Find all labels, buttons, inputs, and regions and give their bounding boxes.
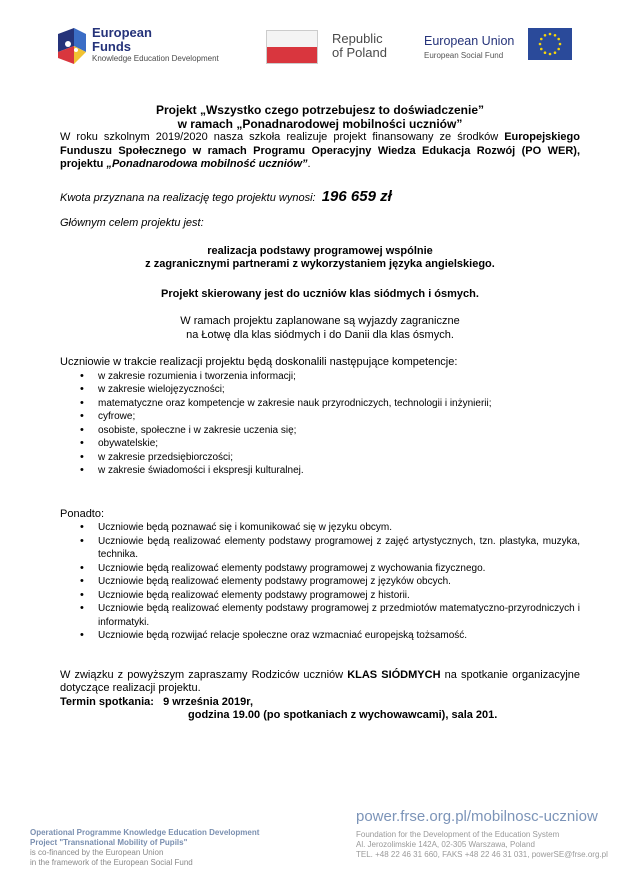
intro-part4: .	[307, 158, 311, 170]
list-item: • w zakresie przedsiębiorczości;	[98, 451, 580, 465]
footer-right-line3: TEL. +48 22 46 31 660, FAKS +48 22 46 31 031, powerSE@frse.org.pl	[356, 850, 608, 859]
european-funds-logo	[56, 26, 246, 74]
ef-line3: Knowledge Education Development	[92, 54, 219, 64]
republic-of-poland-logo	[332, 32, 387, 59]
meeting-label: Termin spotkania:	[60, 695, 154, 708]
competences-list	[60, 370, 580, 478]
amount-line	[60, 187, 580, 206]
footer-left-line2: Project "Transnational Mobility of Pupils"	[30, 838, 188, 847]
intro-paragraph	[60, 131, 580, 172]
header-logos	[0, 0, 634, 90]
competences-intro: Uczniowie w trakcie realizacji projektu będą doskonalili następujące kompetencje:	[60, 356, 458, 368]
moreover-label: Ponadto:	[60, 507, 105, 520]
moreover-list	[60, 521, 580, 643]
intro-part2: Europejskiego Funduszu Społecznego w ramach Programu Operacyjny Wiedza Edukacja Rozwój (PO WER), projektu	[60, 131, 580, 170]
ef-line2: Funds	[92, 38, 131, 54]
target-text: Projekt skierowany jest do uczniów klas siódmych i ósmych.	[161, 287, 479, 300]
goal-line2: z zagranicznymi partnerami z wykorzystaniem języka angielskiego.	[145, 258, 495, 270]
goal-label: Głównym celem projektu jest:	[60, 217, 204, 229]
list-item: • Uczniowie będą poznawać się i komunikować się w języku obcym.	[98, 521, 580, 535]
list-item: • Uczniowie będą realizować elementy podstawy programowej z historii.	[98, 589, 580, 603]
list-item: • obywatelskie;	[98, 437, 580, 451]
goal-line1: realizacja podstawy programowej wspólnie	[207, 244, 433, 257]
list-item: • Uczniowie będą realizować elementy podstawy programowej z wychowania fizycznego.	[98, 562, 580, 576]
invite-paragraph	[60, 669, 580, 696]
meeting-time: godzina 19.00 (po spotkaniach z wychowawcami), sala 201.	[188, 709, 498, 721]
eu-line2: European Social Fund	[424, 51, 504, 60]
eu-line1: European Union	[424, 34, 515, 48]
title-line1: Projekt „Wszystko czego potrzebujesz to doświadczenie”	[155, 103, 485, 117]
footer-right-line1: Foundation for the Development of the Education System	[356, 830, 560, 839]
list-item: • matematyczne oraz kompetencje w zakresie nauk przyrodniczych, technologii i inżynierii;	[98, 397, 580, 411]
list-item: • Uczniowie będą realizować elementy podstawy programowej z języków obcych.	[98, 575, 580, 589]
list-item: • cyfrowe;	[98, 410, 580, 424]
list-item: • w zakresie rozumienia i tworzenia informacji;	[98, 370, 580, 384]
footer-right-line2: Al. Jerozolimskie 142A, 02-305 Warszawa, Poland	[356, 840, 535, 849]
footer-url-link[interactable]: power.frse.org.pl/mobilnosc-uczniow	[356, 808, 598, 825]
invite-part3: na spotkanie organizacyjne dotyczące realizacji projektu.	[60, 668, 581, 694]
footer-left-line4: in the framework of the European Social Fund	[30, 858, 193, 867]
amount-label: Kwota przyznana na realizację tego projektu wynosi:	[60, 191, 316, 204]
intro-part3: „Ponadnarodowa mobilność uczniów”	[106, 158, 308, 170]
list-item: • osobiste, społeczne i w zakresie uczenia się;	[98, 424, 580, 438]
list-item: • Uczniowie będą realizować elementy podstawy programowej z przedmiotów matematyczno-przyrodniczych i informatyki.	[98, 602, 580, 629]
footer-right	[356, 830, 608, 860]
footer	[0, 806, 634, 891]
meeting-line1	[60, 696, 580, 710]
list-item: • w zakresie świadomości i ekspresji kulturalnej.	[98, 464, 580, 478]
footer-left-line1: Operational Programme Knowledge Education Development	[30, 828, 260, 837]
trips-line2: na Łotwę dla klas siódmych i do Danii dla klas ósmych.	[186, 328, 454, 341]
eu-flag-icon	[528, 28, 572, 60]
invite-part1: W związku z powyższym zapraszamy Rodziców uczniów	[60, 668, 344, 681]
list-item: • w zakresie wielojęzyczności;	[98, 383, 580, 397]
list-item: • Uczniowie będą rozwijać relacje społeczne oraz wzmacniać europejską tożsamość.	[98, 629, 580, 643]
footer-left-line3: is co-financed by the European Union	[30, 848, 164, 857]
rop-line2: of Poland	[332, 44, 387, 60]
rop-line1: Republic	[332, 31, 383, 46]
list-item: • Uczniowie będą realizować elementy podstawy programowej z zajęć artystycznych, tzn. plastyka, muzyka, technika.	[98, 535, 580, 562]
ef-line1: European	[92, 25, 152, 40]
footer-left	[30, 828, 259, 868]
poland-flag-icon	[266, 30, 318, 64]
intro-part1: W roku szkolnym 2019/2020 nasza szkoła realizuje projekt finansowany ze środków	[60, 131, 499, 143]
trips-line1: W ramach projektu zaplanowane są wyjazdy zagraniczne	[180, 315, 460, 327]
eu-logo-text	[424, 34, 514, 60]
title-line2: w ramach „Ponadnarodowej mobilności uczniów”	[177, 116, 463, 131]
invite-part2: KLAS SIÓDMYCH	[347, 668, 441, 681]
meeting-date: 9 września 2019r,	[163, 695, 254, 708]
amount-value: 196 659 zł	[321, 187, 392, 205]
european-funds-emblem-icon	[56, 26, 88, 66]
document-body	[60, 104, 580, 723]
